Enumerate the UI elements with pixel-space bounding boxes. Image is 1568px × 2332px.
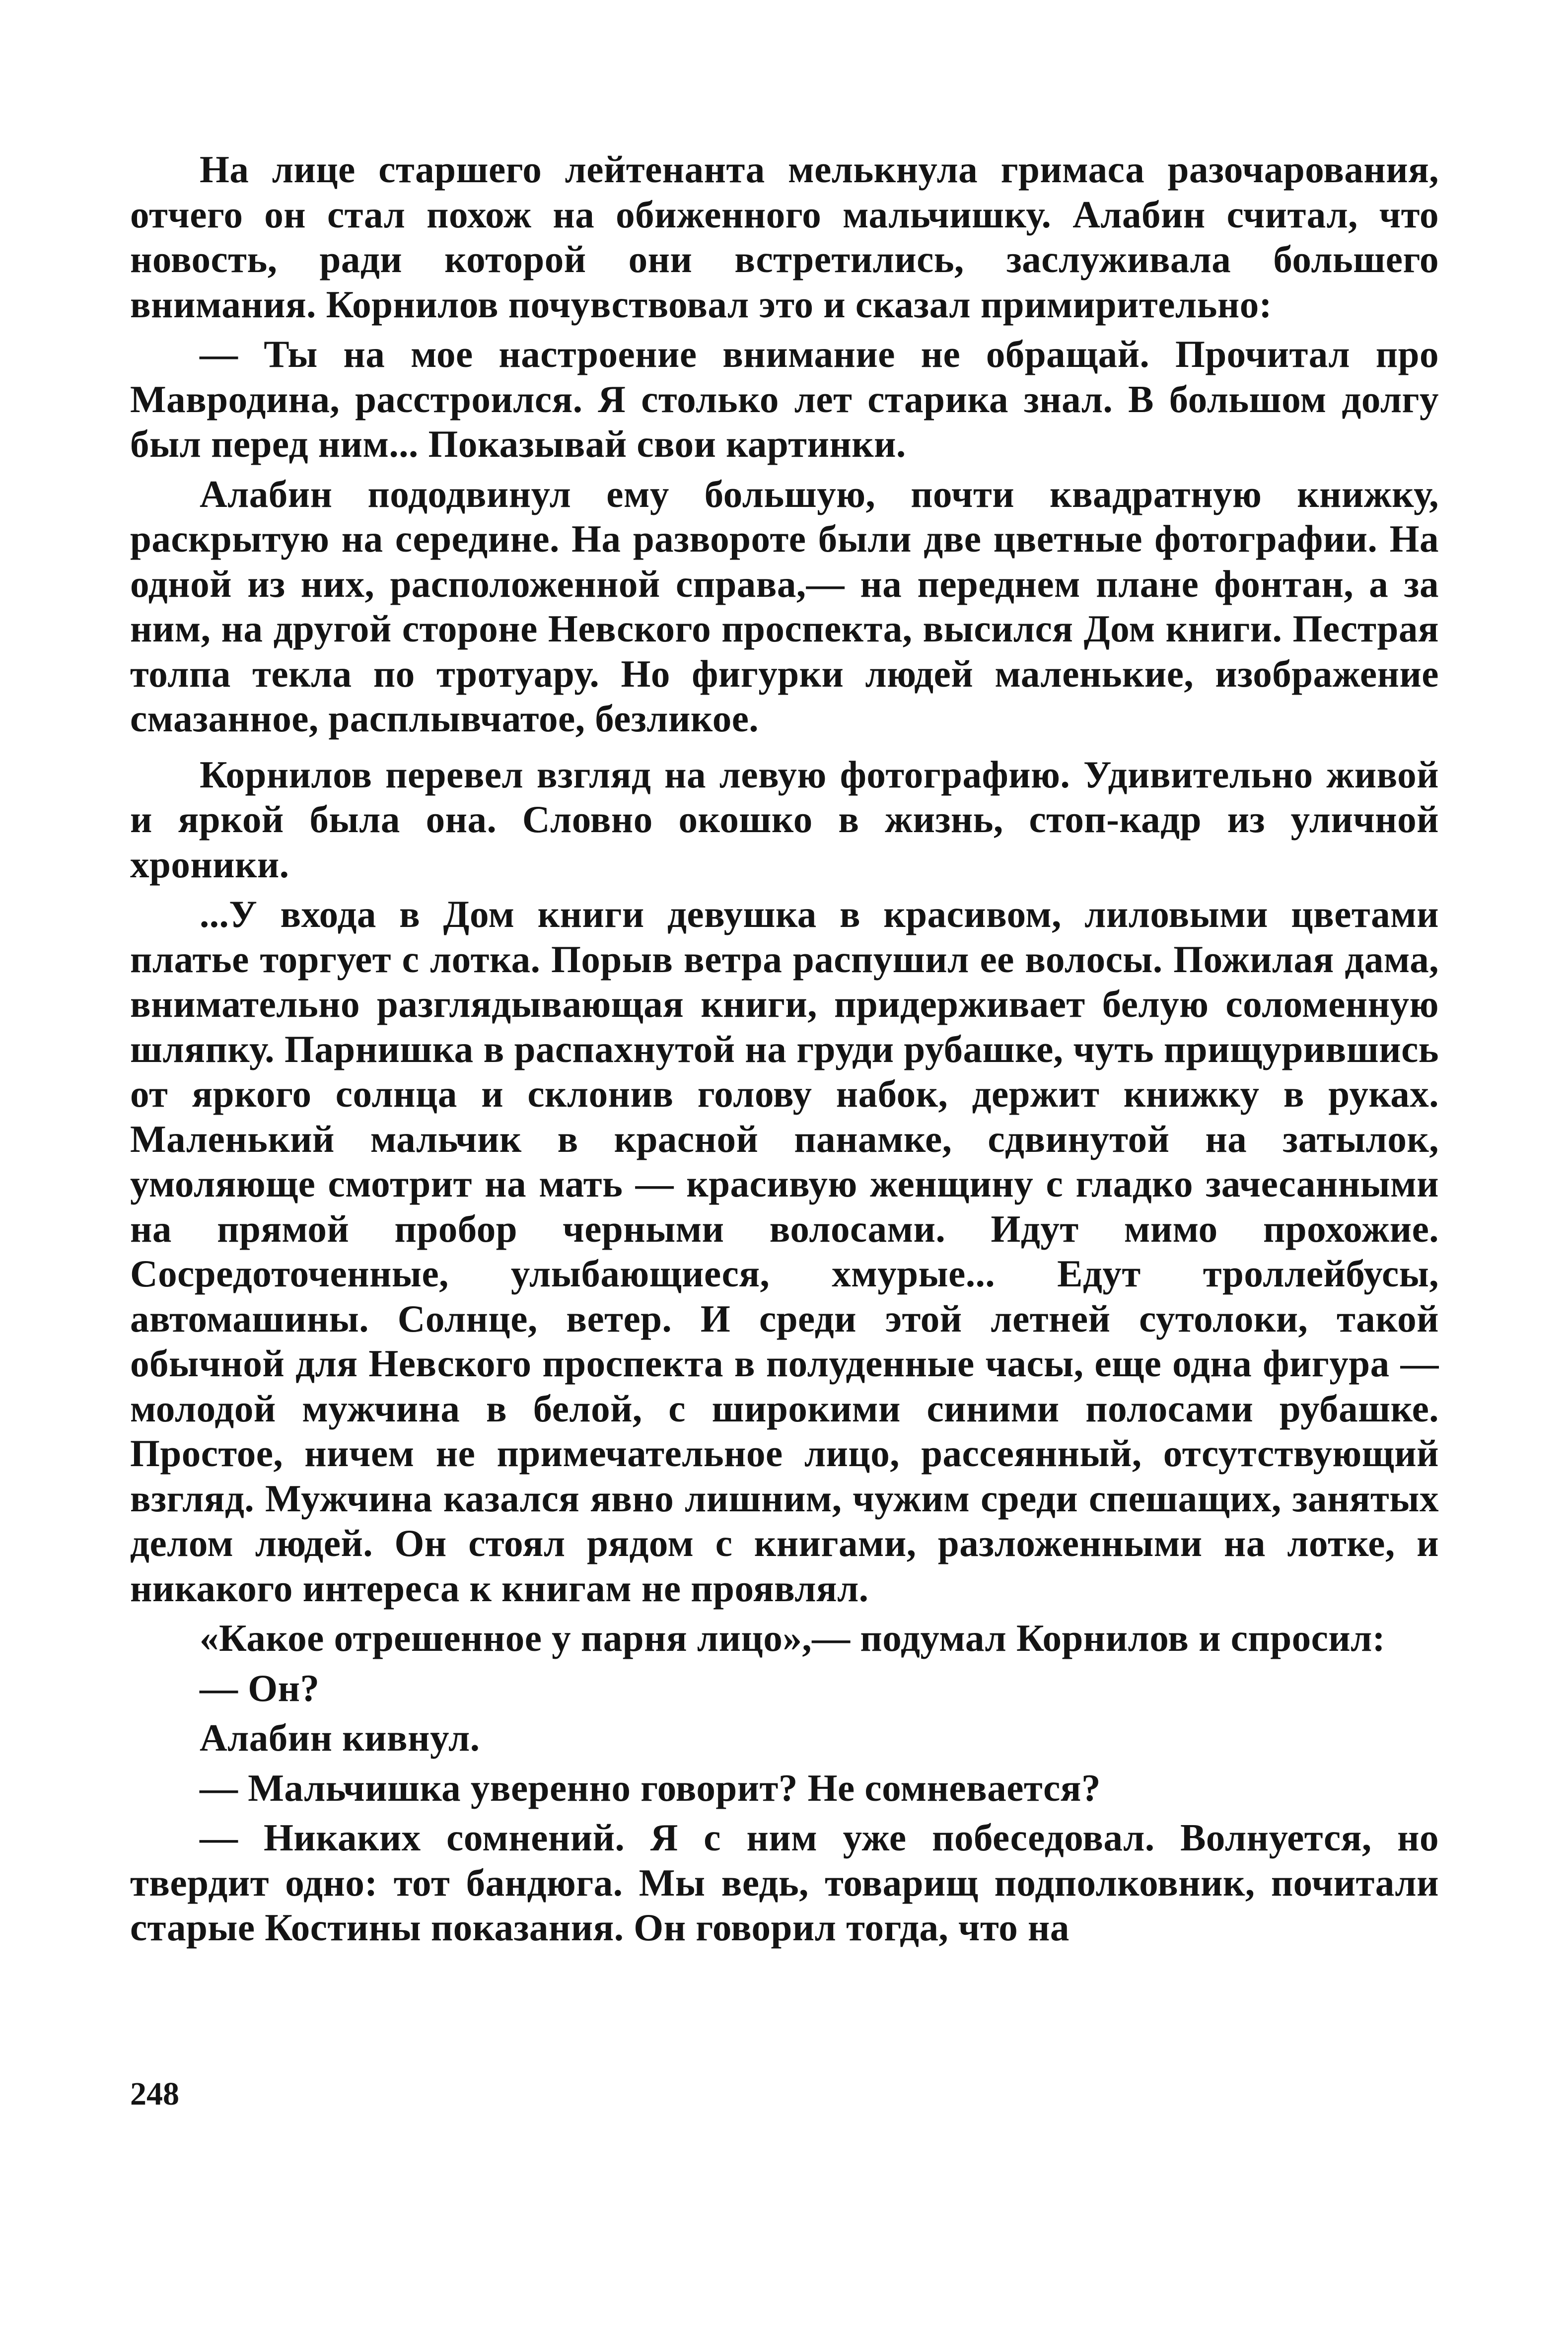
paragraph-7: — Он?: [200, 1666, 320, 1709]
paragraph-3: Алабин пододвинул ему большую, почти квадратную книжку, раскрытую на середине. На развороте были две цветные фотографии. На одной из них, расположенной справа,— на переднем плане фонтан, а за ним, на другой стороне Невского проспекта, высился Дом книги. Пестрая толпа текла по тротуару. Но фигурки людей маленькие, изображение смазанное, расплывчатое, безликое.: [130, 472, 1439, 740]
paragraph-6: «Какое отрешенное у парня лицо»,— подумал Корнилов и спросил:: [200, 1617, 1385, 1659]
paragraph-8: Алабин кивнул.: [200, 1716, 480, 1759]
page-number: 248: [130, 2076, 179, 2112]
paragraph-5: ...У входа в Дом книги девушка в красивом, лиловыми цветами платье торгует с лотка. Порыв ветра распушил ее волосы. Пожилая дама, внимательно разглядывающая книги, придерживает белую соломенную шляпку. Парнишка в распахнутой на груди рубашке, чуть прищурившись от яркого солнца и склонив голову набок, держит книжку в руках. Маленький мальчик в красной панамке, сдвинутой на затылок, умоляюще смотрит на мать — красивую женщину с гладко зачесанными на прямой пробор черными волосами. Идут мимо прохожие. Сосредоточенные, улыбающиеся, хмурые... Едут троллейбусы, автомашины. Солнце, ветер. И среди этой летней сутолоки, такой обычной для Невского проспекта в полуденные часы, еще одна фигура — молодой мужчина в белой, с широкими синими полосами рубашке. Простое, ничем не примечательное лицо, рассеянный, отсутствующий взгляд. Мужчина казался явно лишним, чужим среди спешащих, занятых делом людей. Он стоял рядом с книгами, разложенными на лотке, и никакого интереса к книгам не проявлял.: [130, 893, 1439, 1610]
paragraph-2: — Ты на мое настроение внимание не обращай. Прочитал про Мавродина, расстроился. Я столько лет старика знал. В большом долгу был перед ним... Показывай свои картинки.: [130, 333, 1439, 465]
page-text: [130, 147, 1439, 1950]
paragraph-4: Корнилов перевел взгляд на левую фотографию. Удивительно живой и яркой была она. Словно окошко в жизнь, стоп-кадр из уличной хроники.: [130, 753, 1439, 886]
paragraph-10: — Никаких сомнений. Я с ним уже побеседовал. Волнуется, но твердит одно: тот бандюга. Мы ведь, товарищ подполковник, почитали старые Костины показания. Он говорил тогда, что на: [130, 1816, 1439, 1949]
paragraph-1: На лице старшего лейтенанта мелькнула гримаса разочарования, отчего он стал похож на обиженного мальчишку. Алабин считал, что новость, ради которой они встретились, заслуживала большего внимания. Корнилов почувствовал это и сказал примирительно:: [130, 148, 1439, 326]
paragraph-9: — Мальчишка уверенно говорит? Не сомневается?: [200, 1766, 1101, 1809]
